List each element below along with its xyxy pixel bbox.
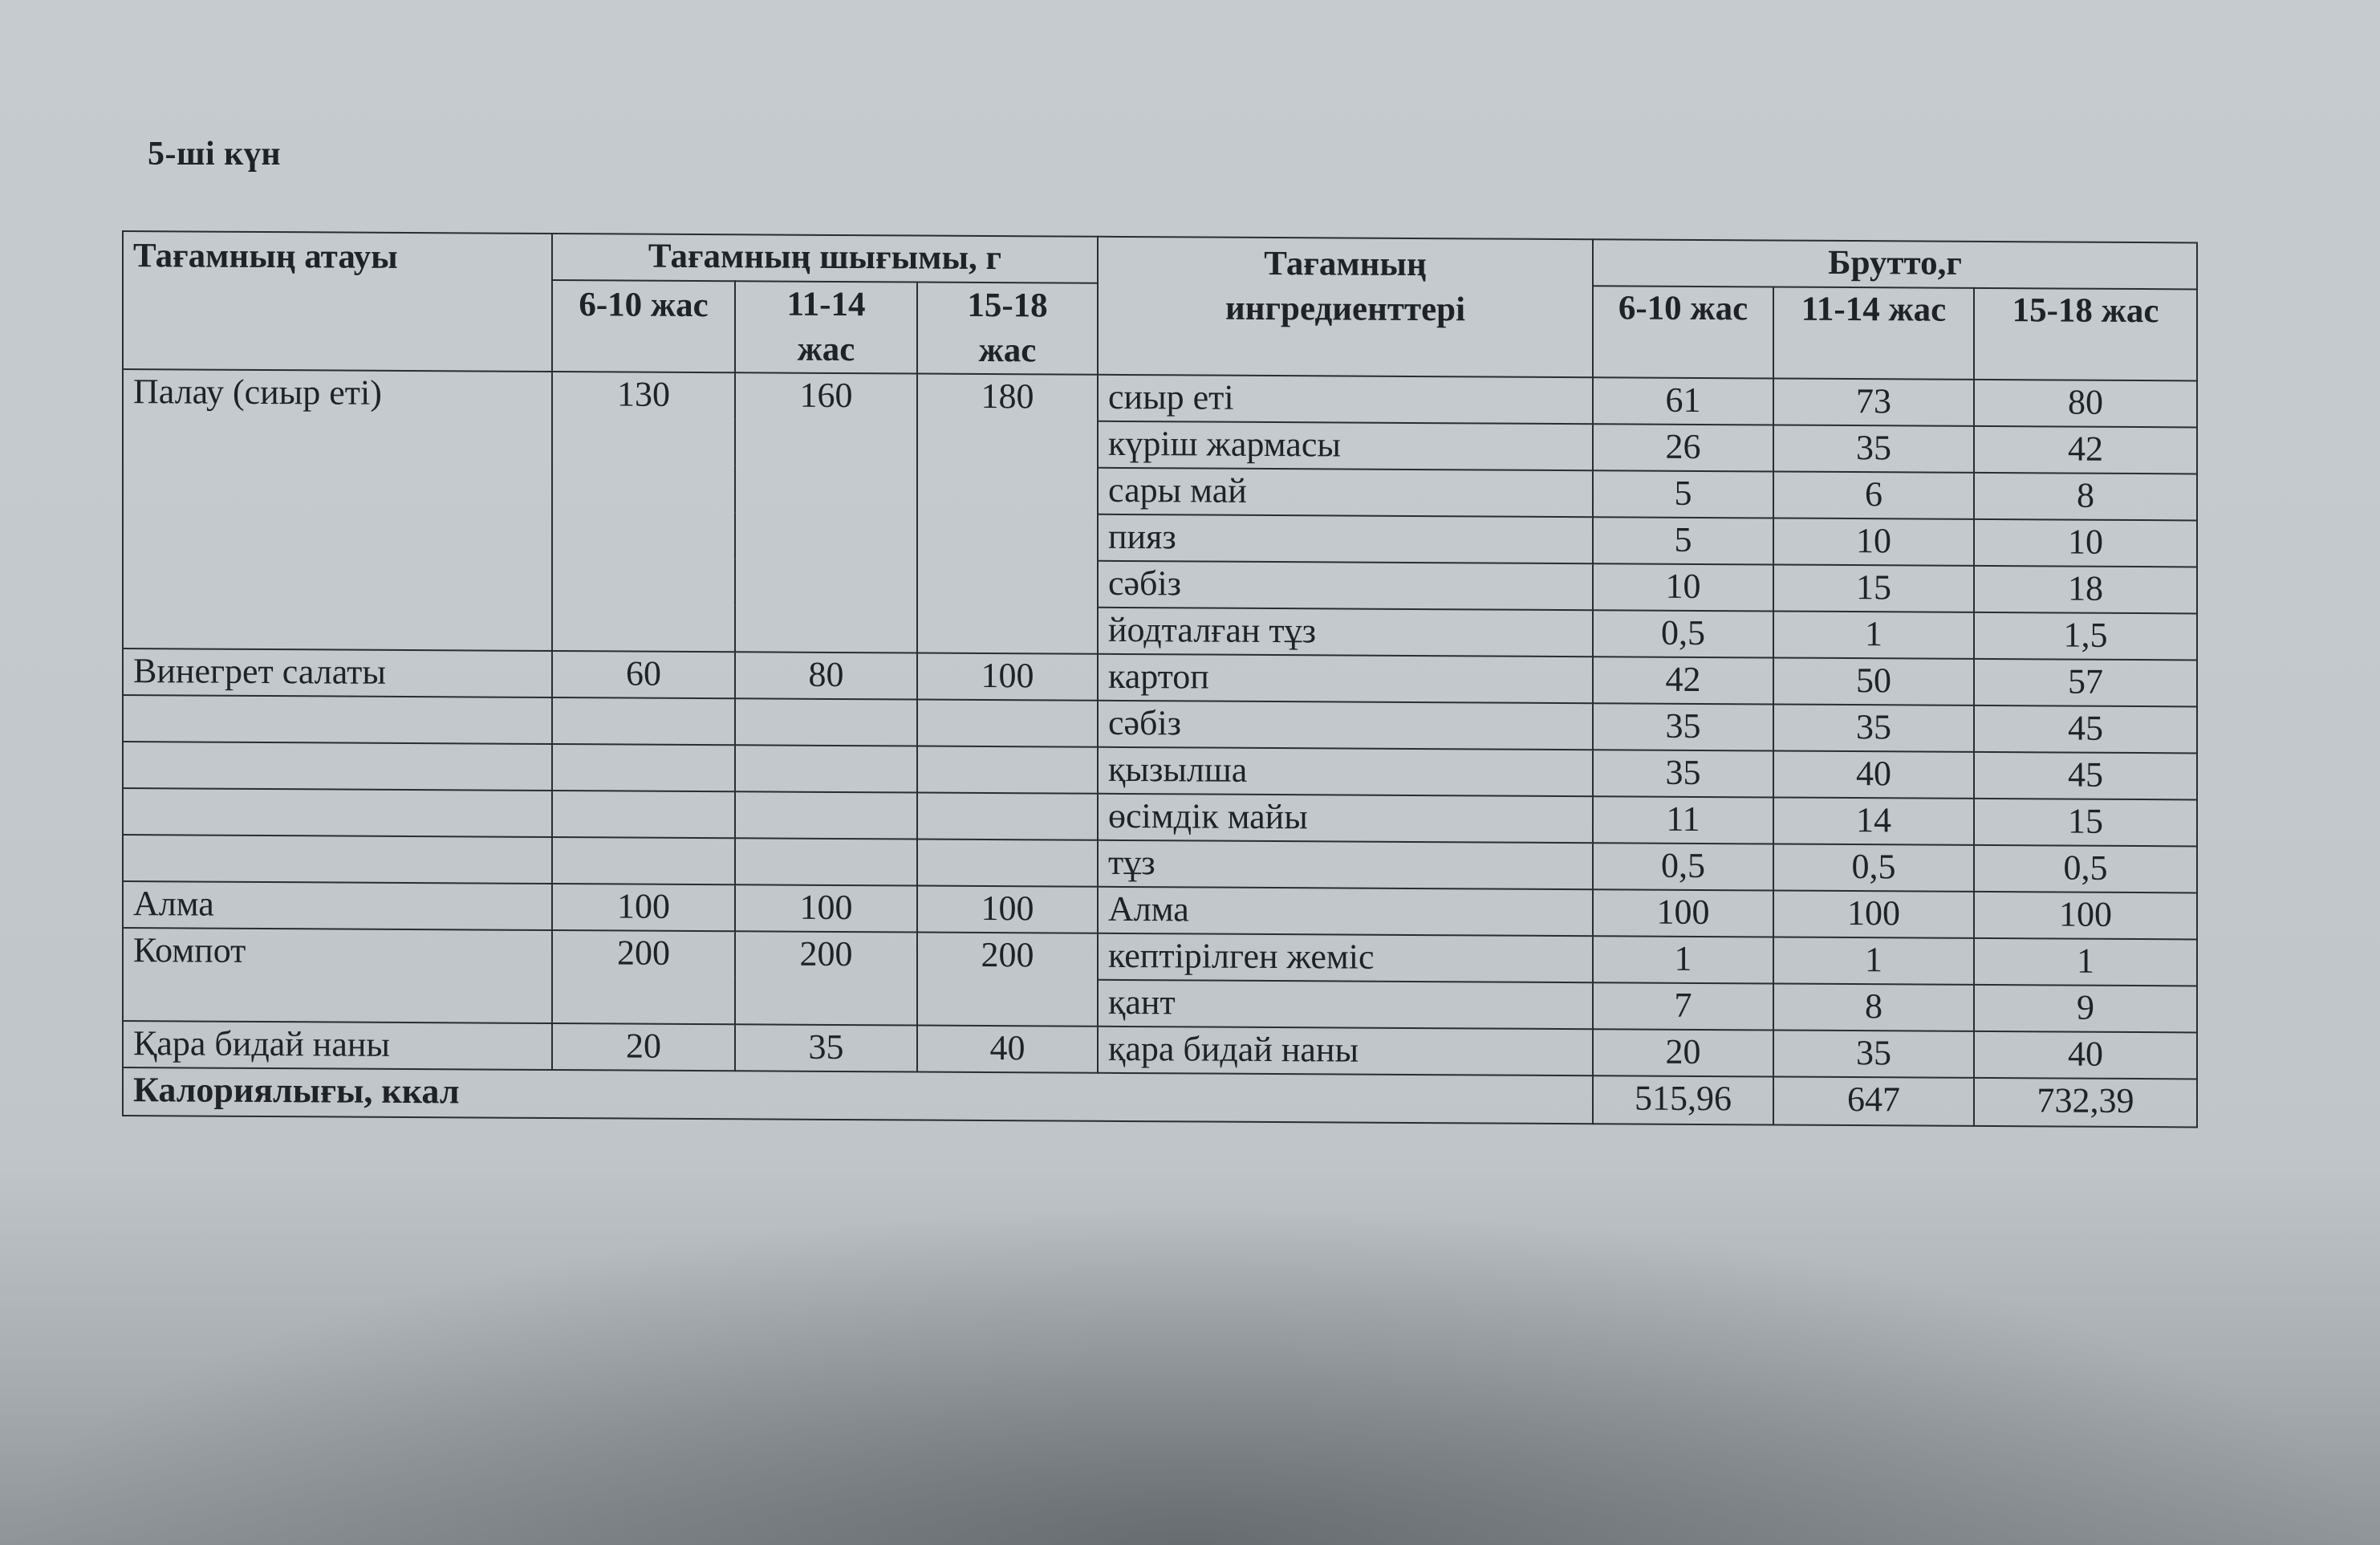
empty-cell xyxy=(123,788,552,837)
dish-output-age-3: 180 xyxy=(917,374,1098,654)
ingredient-name: сәбіз xyxy=(1098,701,1593,750)
day-title: 5-ші күн xyxy=(148,136,282,173)
ingredient-name: картоп xyxy=(1098,654,1593,703)
brutto-age-1: 35 xyxy=(1593,703,1773,750)
ingredient-name: сәбіз xyxy=(1098,561,1593,610)
brutto-age-2: 40 xyxy=(1773,750,1974,798)
empty-cell xyxy=(735,791,917,839)
brutto-age-1: 5 xyxy=(1593,470,1773,518)
brutto-age-2: 35 xyxy=(1773,704,1974,751)
header-output-age-3: 15-18 жас xyxy=(917,283,1098,375)
total-label: Калориялығы, ккал xyxy=(123,1067,1593,1124)
dish-output-age-1: 20 xyxy=(552,1023,735,1071)
brutto-age-2: 14 xyxy=(1773,797,1974,844)
brutto-age-3: 10 xyxy=(1974,519,2197,567)
brutto-age-1: 5 xyxy=(1593,517,1773,564)
brutto-age-3: 100 xyxy=(1974,892,2197,940)
ingredient-name: күріш жармасы xyxy=(1098,421,1593,470)
header-output-age-1: 6-10 жас xyxy=(552,280,735,372)
brutto-age-1: 42 xyxy=(1593,657,1773,704)
total-age-1: 515,96 xyxy=(1593,1075,1773,1124)
header-ingredients: Тағамның ингредиенттері xyxy=(1098,237,1593,377)
brutto-age-1: 61 xyxy=(1593,377,1773,425)
dish-output-age-3: 40 xyxy=(917,1026,1098,1073)
empty-cell xyxy=(123,835,552,884)
brutto-age-3: 15 xyxy=(1974,799,2197,847)
brutto-age-2: 100 xyxy=(1773,890,1974,937)
brutto-age-2: 35 xyxy=(1773,425,1974,472)
dish-output-age-2: 100 xyxy=(735,884,917,932)
brutto-age-2: 15 xyxy=(1773,564,1974,612)
brutto-age-2: 6 xyxy=(1773,471,1974,518)
empty-cell xyxy=(123,742,552,791)
dish-output-age-2: 200 xyxy=(735,931,917,1025)
dish-output-age-2: 35 xyxy=(735,1024,917,1071)
dish-output-age-1: 100 xyxy=(552,884,735,931)
dish-name: Палау (сиыр еті) xyxy=(123,369,552,651)
brutto-age-2: 8 xyxy=(1773,983,1974,1031)
brutto-age-2: 73 xyxy=(1773,378,1974,425)
dish-output-age-3: 100 xyxy=(917,886,1098,933)
brutto-age-3: 8 xyxy=(1974,473,2197,521)
ingredient-name: йодталған тұз xyxy=(1098,608,1593,657)
page-shadow xyxy=(0,1204,2380,1545)
dish-output-age-1: 200 xyxy=(552,930,735,1024)
brutto-age-1: 11 xyxy=(1593,796,1773,844)
brutto-age-1: 100 xyxy=(1593,889,1773,937)
brutto-age-1: 10 xyxy=(1593,563,1773,611)
ingredient-name: тұз xyxy=(1098,840,1593,889)
header-brutto-age-2: 11-14 жас xyxy=(1773,287,1974,379)
brutto-age-3: 57 xyxy=(1974,659,2197,707)
header-output-group: Тағамның шығымы, г xyxy=(552,234,1098,283)
dish-output-age-3: 100 xyxy=(917,653,1098,701)
brutto-age-3: 9 xyxy=(1974,985,2197,1033)
empty-cell xyxy=(917,700,1098,747)
header-brutto-age-1: 6-10 жас xyxy=(1593,286,1773,378)
dish-output-age-1: 60 xyxy=(552,651,735,698)
empty-cell xyxy=(735,698,917,746)
ingredient-name: Алма xyxy=(1098,887,1593,936)
total-age-2: 647 xyxy=(1773,1076,1974,1125)
ingredient-name: қызылша xyxy=(1098,747,1593,796)
brutto-age-3: 0,5 xyxy=(1974,845,2197,893)
empty-cell xyxy=(735,838,917,885)
ingredient-name: пияз xyxy=(1098,514,1593,563)
empty-cell xyxy=(735,745,917,792)
dish-output-age-3: 200 xyxy=(917,933,1098,1027)
brutto-age-2: 50 xyxy=(1773,657,1974,705)
dish-name: Қара бидай наны xyxy=(123,1021,552,1070)
brutto-age-1: 1 xyxy=(1593,936,1773,983)
brutto-age-1: 0,5 xyxy=(1593,610,1773,657)
empty-cell xyxy=(917,840,1098,887)
brutto-age-3: 1 xyxy=(1974,938,2197,986)
brutto-age-2: 1 xyxy=(1773,937,1974,984)
header-output-age-2: 11-14 жас xyxy=(735,281,917,373)
brutto-age-2: 35 xyxy=(1773,1030,1974,1077)
dish-name: Алма xyxy=(123,881,552,930)
empty-cell xyxy=(552,791,735,838)
empty-cell xyxy=(552,837,735,884)
ingredient-name: сиыр еті xyxy=(1098,375,1593,424)
empty-cell xyxy=(917,746,1098,794)
ingredient-name: сары май xyxy=(1098,468,1593,517)
ingredient-name: өсімдік майы xyxy=(1098,794,1593,843)
brutto-age-3: 45 xyxy=(1974,705,2197,754)
brutto-age-3: 18 xyxy=(1974,566,2197,614)
empty-cell xyxy=(552,744,735,791)
dish-output-age-1: 130 xyxy=(552,372,735,652)
brutto-age-2: 0,5 xyxy=(1773,844,1974,891)
dish-output-age-2: 160 xyxy=(735,372,917,653)
header-brutto-age-3: 15-18 жас xyxy=(1974,288,2197,381)
brutto-age-3: 80 xyxy=(1974,380,2197,428)
empty-cell xyxy=(917,793,1098,840)
ingredient-name: қант xyxy=(1098,980,1593,1029)
header-brutto-group: Брутто,г xyxy=(1593,239,2197,289)
brutto-age-2: 10 xyxy=(1773,518,1974,565)
header-row-1 xyxy=(123,231,2197,289)
dish-name: Винегрет салаты xyxy=(123,648,552,697)
dish-name: Компот xyxy=(123,928,552,1023)
brutto-age-1: 20 xyxy=(1593,1029,1773,1076)
brutto-age-2: 1 xyxy=(1773,611,1974,658)
menu-table xyxy=(122,230,2198,1128)
brutto-age-3: 45 xyxy=(1974,752,2197,800)
brutto-age-3: 40 xyxy=(1974,1031,2197,1079)
brutto-age-3: 1,5 xyxy=(1974,612,2197,661)
dish-output-age-2: 80 xyxy=(735,652,917,699)
brutto-age-1: 7 xyxy=(1593,982,1773,1030)
header-dish-name: Тағамның атауы xyxy=(123,231,552,372)
ingredient-name: қара бидай наны xyxy=(1098,1027,1593,1075)
brutto-age-1: 26 xyxy=(1593,424,1773,471)
brutto-age-1: 0,5 xyxy=(1593,843,1773,890)
brutto-age-1: 35 xyxy=(1593,750,1773,797)
empty-cell xyxy=(552,697,735,745)
total-age-3: 732,39 xyxy=(1974,1078,2197,1128)
ingredient-name: кептірілген жеміс xyxy=(1098,933,1593,982)
brutto-age-3: 42 xyxy=(1974,426,2197,474)
empty-cell xyxy=(123,695,552,744)
